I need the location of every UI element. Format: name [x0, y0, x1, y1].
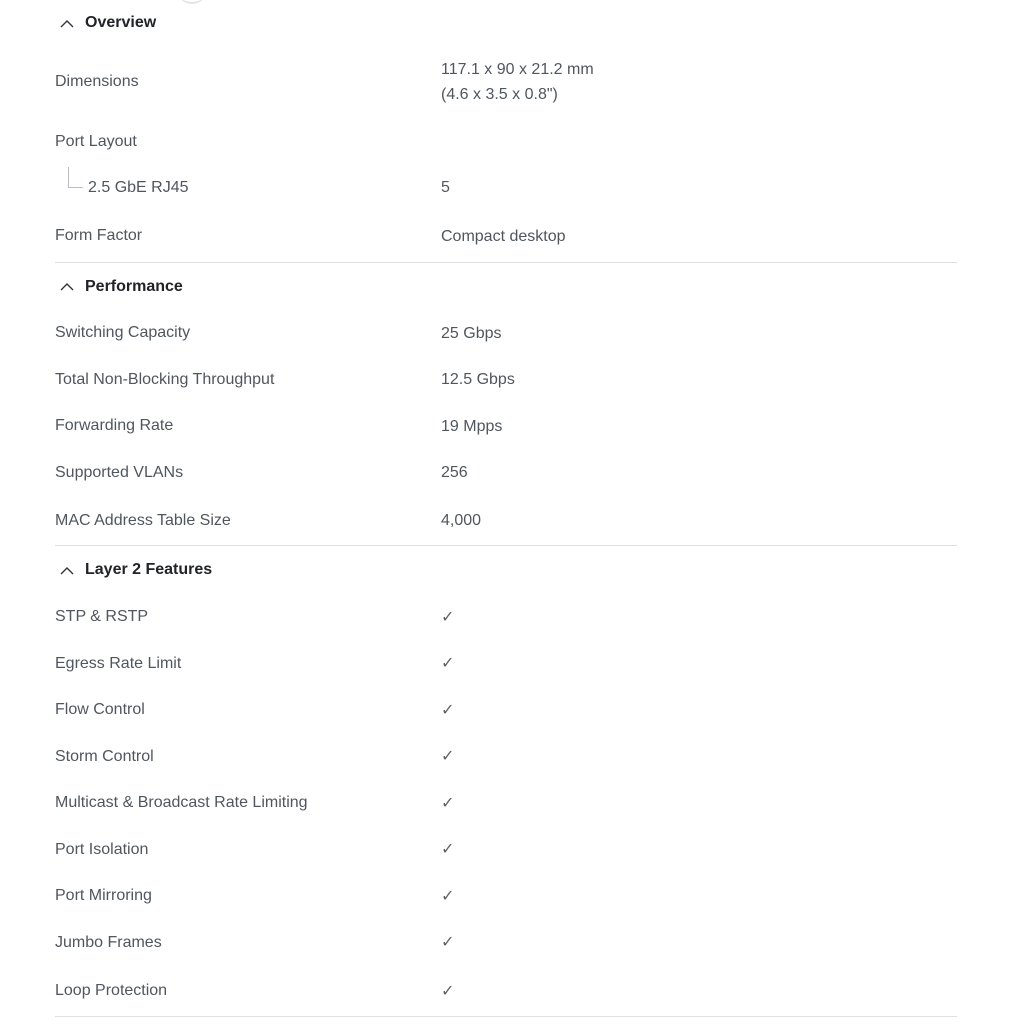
spec-label: Port Layout [55, 132, 137, 150]
spec-row-supported-vlans [55, 450, 957, 497]
spec-value-line: (4.6 x 3.5 x 0.8") [441, 86, 558, 103]
spec-row-port-isolation [55, 827, 957, 874]
chevron-up-icon [57, 562, 77, 578]
check-icon: ✓ [441, 794, 455, 812]
spec-label: Port Mirroring [55, 887, 152, 905]
spec-row-forwarding-rate [55, 403, 957, 450]
spec-row-jumbo-frames [55, 920, 957, 967]
check-icon: ✓ [441, 841, 455, 859]
chevron-up-icon [57, 15, 77, 31]
spec-value: Compact desktop [441, 227, 566, 245]
spec-value: 12.5 Gbps [441, 371, 515, 389]
spec-label: STP & RSTP [55, 608, 149, 626]
spec-value: 5 [441, 179, 450, 196]
check-icon: ✓ [441, 655, 455, 673]
spec-row-port-mirroring [55, 873, 957, 920]
section-performance [55, 263, 957, 546]
check-icon: ✓ [441, 748, 455, 766]
section-overview [55, 0, 957, 263]
spec-row-flow-control [55, 687, 957, 734]
check-icon: ✓ [441, 701, 455, 719]
spec-value: 4,000 [441, 512, 482, 529]
section-layer-2-features [55, 546, 957, 1017]
spec-row-loop-protection [55, 966, 957, 1016]
spec-label: Form Factor [55, 227, 143, 244]
spec-value [441, 57, 957, 107]
spec-sub-label-text: 2.5 GbE RJ45 [88, 178, 189, 196]
check-icon: ✓ [441, 887, 455, 905]
spec-label: MAC Address Table Size [55, 511, 231, 529]
spec-row-switching-capacity [55, 310, 957, 357]
spec-label: Forwarding Rate [55, 417, 174, 435]
spec-label: Egress Rate Limit [55, 654, 182, 672]
spec-label: Storm Control [55, 747, 154, 765]
spec-label: Supported VLANs [55, 463, 184, 481]
chevron-up-icon [57, 279, 77, 295]
spec-label: Total Non-Blocking Throughput [55, 370, 275, 388]
spec-value: 256 [441, 464, 468, 482]
check-icon: ✓ [441, 982, 455, 1000]
spec-row-dimensions [55, 46, 957, 118]
section-title: Overview [85, 14, 157, 31]
spec-label-container [55, 179, 441, 197]
spec-label: Switching Capacity [55, 324, 191, 342]
spec-row-throughput [55, 357, 957, 404]
spec-row-egress-rate-limit [55, 641, 957, 688]
spec-row-2-5gbe-rj45 [55, 165, 957, 210]
spec-row-form-factor [55, 210, 957, 262]
spec-label: Multicast & Broadcast Rate Limiting [55, 794, 308, 812]
section-title: Layer 2 Features [85, 561, 213, 578]
spec-label: Flow Control [55, 701, 145, 719]
specifications-list [55, 0, 957, 1017]
tree-connector-icon [68, 167, 83, 188]
spec-sub-label [55, 179, 189, 197]
spec-label: Dimensions [55, 73, 139, 90]
spec-row-storm-control [55, 734, 957, 781]
spec-row-mac-table-size [55, 496, 957, 545]
spec-value: 19 Mpps [441, 417, 503, 435]
spec-row-stp-rstp [55, 594, 957, 641]
spec-label: Loop Protection [55, 982, 168, 999]
spec-value: 25 Gbps [441, 324, 502, 342]
spec-row-multicast-broadcast-rate-limiting [55, 780, 957, 827]
spec-label: Jumbo Frames [55, 933, 162, 951]
check-icon: ✓ [441, 608, 455, 626]
section-header-performance[interactable] [55, 263, 957, 310]
section-title: Performance [85, 277, 183, 295]
spec-label: Port Isolation [55, 840, 149, 858]
spec-row-port-layout [55, 118, 957, 165]
spec-value-line: 117.1 x 90 x 21.2 mm [441, 61, 594, 78]
section-header-layer-2-features[interactable] [55, 546, 957, 594]
check-icon: ✓ [441, 934, 455, 952]
section-header-overview[interactable] [55, 0, 957, 46]
